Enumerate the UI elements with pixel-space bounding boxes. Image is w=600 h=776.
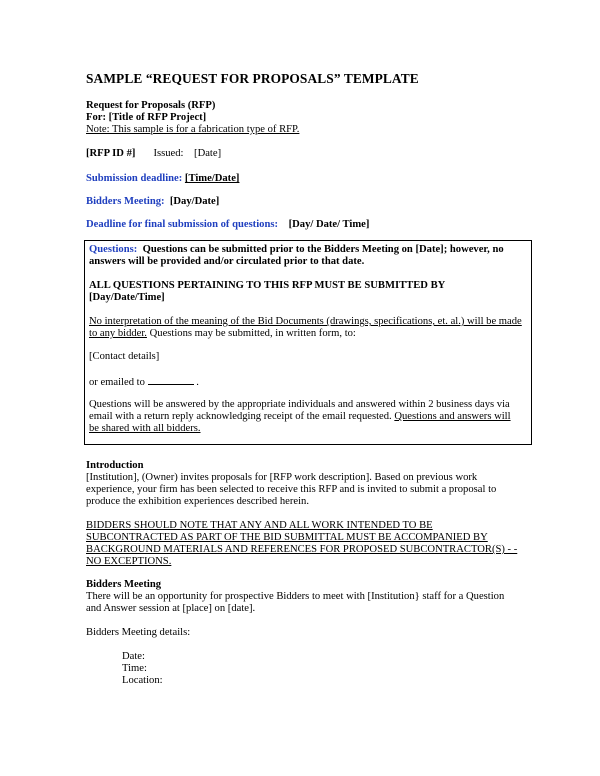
final-questions-value: [Day/ Date/ Time] <box>288 219 370 230</box>
bidders-meeting-line-2: and Answer session at [place] on [date]. <box>86 603 256 614</box>
answer-line-1: Questions will be answered by the appropriate individuals and answered within 2 business days via <box>89 399 510 410</box>
questions-lead-line-2: answers will be provided and/or circulated prior to that date. <box>89 256 365 267</box>
emailed-line <box>89 374 199 389</box>
answer-line-3: be shared with all bidders. <box>89 423 201 434</box>
emailed-prefix: or emailed to <box>89 377 145 388</box>
meeting-location-label: Location: <box>122 675 163 686</box>
submission-deadline-label: Submission deadline: <box>86 173 183 184</box>
bidders-meeting-label: Bidders Meeting: <box>86 196 165 207</box>
bidders-meeting-line-1: There will be an opportunity for prospective Bidders to meet with [Institution} staff for a Question <box>86 591 505 602</box>
sample-note: Note: This sample is for a fabrication type of RFP. <box>86 124 300 135</box>
rfp-for-line: For: [Title of RFP Project] <box>86 112 207 123</box>
questions-label: Questions: <box>89 244 138 255</box>
questions-lead-text-1: Questions can be submitted prior to the Bidders Meeting on [Date]; however, no <box>142 244 504 255</box>
rfp-label: Request for Proposals (RFP) <box>86 100 216 111</box>
contact-details: [Contact details] <box>89 351 160 362</box>
questions-caps-line-2: [Day/Date/Time] <box>89 292 165 303</box>
questions-caps-line-1: ALL QUESTIONS PERTAINING TO THIS RFP MUST BE SUBMITTED BY <box>89 280 446 291</box>
interpretation-underlined: to any bidder. <box>89 328 147 339</box>
answer-line-2-underlined: Questions and answers will <box>394 411 511 422</box>
issued-label: Issued: <box>153 148 184 159</box>
introduction-heading: Introduction <box>86 460 144 471</box>
interpretation-rest: Questions may be submitted, in written form, to: <box>146 328 356 339</box>
introduction-line-1: [Institution], (Owner) invites proposals for [RFP work description]. Based on previous work <box>86 472 478 483</box>
notice-line-2: SUBCONTRACTED AS PART OF THE BID SUBMITTAL MUST BE ACCOMPANIED BY <box>86 532 488 543</box>
notice-line-4: NO EXCEPTIONS. <box>86 556 172 567</box>
emailed-suffix: . <box>196 377 199 388</box>
bidders-meeting-line <box>86 195 219 208</box>
introduction-line-2: experience, your firm has been selected to receive this RFP and is invited to submit a proposal to <box>86 484 497 495</box>
rfp-id-line <box>86 147 221 160</box>
issued-value: [Date] <box>194 148 222 159</box>
interpretation-line-1: No interpretation of the meaning of the Bid Documents (drawings, specifications, et. al.) will be made <box>89 316 522 327</box>
bidders-meeting-value: [Day/Date] <box>169 196 220 207</box>
submission-deadline-value: [Time/Date] <box>184 173 240 184</box>
meeting-date-label: Date: <box>122 651 145 662</box>
meeting-time-label: Time: <box>122 663 147 674</box>
final-questions-label: Deadline for final submission of questions: <box>86 219 278 230</box>
bidders-meeting-details: Bidders Meeting details: <box>86 627 191 638</box>
bidders-meeting-heading: Bidders Meeting <box>86 579 162 590</box>
answer-line-2-text: email with a return reply acknowledging receipt of the email requested. <box>89 411 395 422</box>
notice-line-1: BIDDERS SHOULD NOTE THAT ANY AND ALL WORK INTENDED TO BE <box>86 520 433 531</box>
document-title: SAMPLE “REQUEST FOR PROPOSALS” TEMPLATE <box>86 71 419 86</box>
final-questions-line <box>86 218 369 231</box>
notice-line-3: BACKGROUND MATERIALS AND REFERENCES FOR PROPOSED SUBCONTRACTOR(S) - - <box>86 544 518 555</box>
submission-deadline-line <box>86 172 239 185</box>
interpretation-line-2 <box>89 327 356 340</box>
rfp-id: [RFP ID #] <box>86 148 136 159</box>
introduction-line-3: produce the exhibition experiences described herein. <box>86 496 309 507</box>
email-blank <box>148 374 194 385</box>
